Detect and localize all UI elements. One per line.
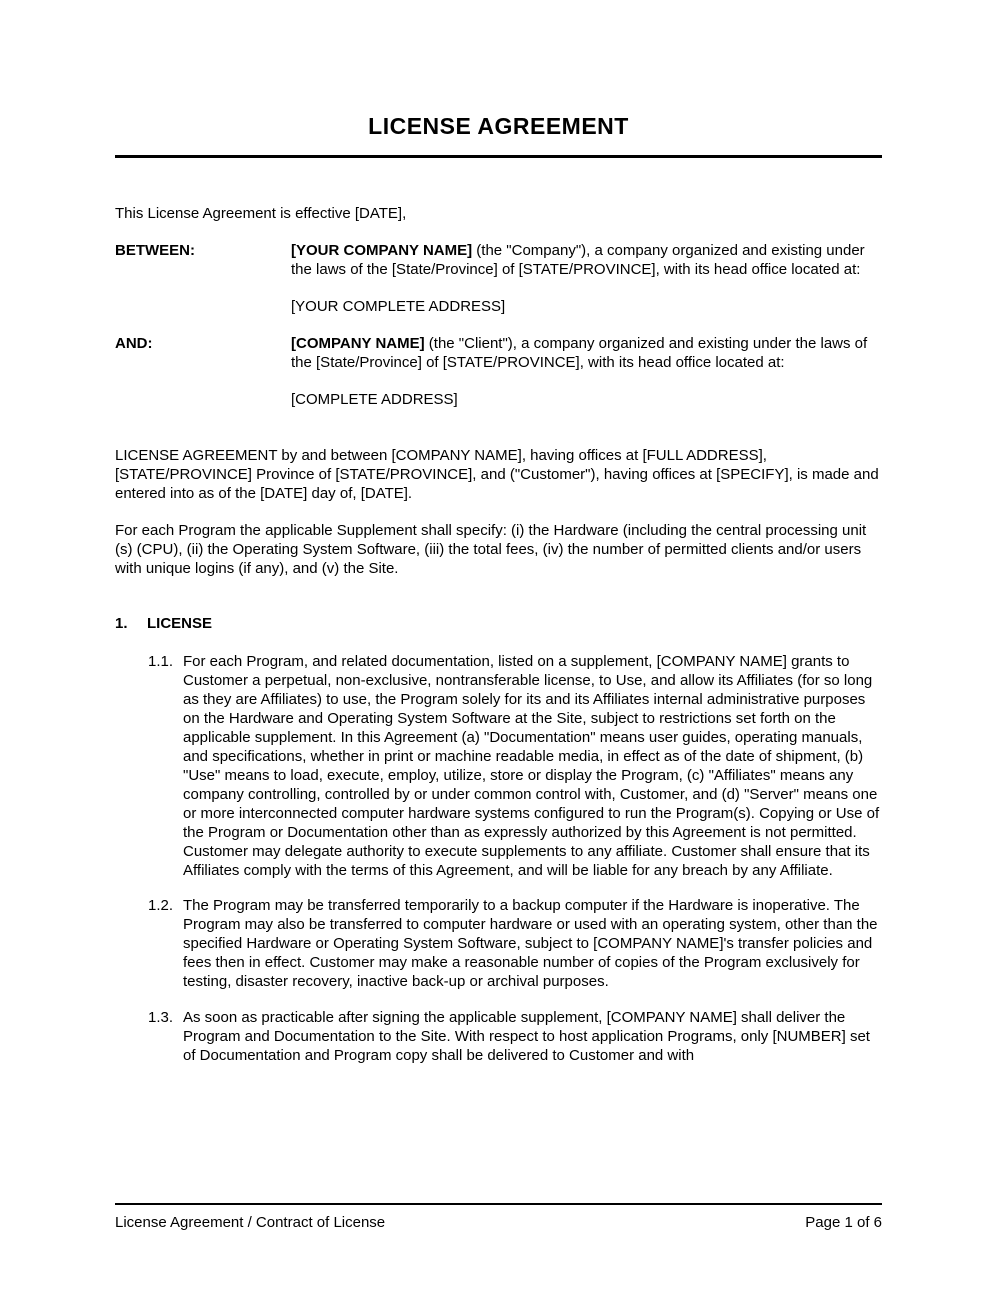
client-name-placeholder: [COMPANY NAME] bbox=[291, 335, 425, 352]
intro-paragraph-recitals: LICENSE AGREEMENT by and between [COMPANY NAME], having offices at [FULL ADDRESS], [STATE/PROVINCE] Province of [STATE/PROVINCE], and ("Customer"), having offices at [SPECIFY], is made and entered into as of the [DATE] day of, [DATE]. bbox=[115, 447, 879, 502]
party-between-rest-text: (the "Company"), a company organized and existing under the laws of the [State/Province] of [STATE/PROVINCE], with its head office located at: bbox=[291, 242, 865, 278]
clause-1-1-number: 1.1. bbox=[148, 653, 174, 670]
party-and-label: AND: bbox=[115, 335, 153, 352]
clause-1-1-text: For each Program, and related documentation, listed on a supplement, [COMPANY NAME] grants to Customer a perpetual, non-exclusive, nontransferable license, to Use, and allow its Affiliates (for so long as they are Affiliates) to use, the Program solely for its and its Affiliates internal administrative purposes on the Hardware and Operating System Software at the Site, subject to restrictions set forth on the applicable supplement. In this Agreement (a) "Documentation" means user guides, operating manuals, and specifications, whether in print or machine readable media, in effect as of the date of shipment, (b) "Use" means to load, execute, employ, utilize, store or display the Program, (c) "Affiliates" means any company controlling, controlled by or under common control with, Customer, and (d) "Server" means one or more interconnected computer hardware systems configured to run the Program(s). Copying or Use of the Program or Documentation other than as expressly authorized by this Agreement is not permitted. Customer may delegate authority to execute supplements to any affiliate. Customer shall ensure that its Affiliates comply with the terms of this Agreement, and will be liable for any breach by any Affiliate. bbox=[183, 653, 880, 879]
party-between-row bbox=[115, 241, 882, 279]
company-address-placeholder: [YOUR COMPLETE ADDRESS] bbox=[291, 298, 506, 315]
clause-1-3-text: As soon as practicable after signing the applicable supplement, [COMPANY NAME] shall deliver the Program and Documentation to the Site. With respect to host application Programs, only [NUMBER] set of Documentation and Program copy shall be delivered to Customer and with bbox=[183, 1009, 870, 1064]
footer-page-number: Page 1 of 6 bbox=[805, 1214, 882, 1231]
title-rule bbox=[115, 155, 882, 158]
clause-1-3-number: 1.3. bbox=[148, 1009, 174, 1026]
party-between-description bbox=[291, 241, 882, 279]
party-and-rest-text: (the "Client"), a company organized and existing under the laws of the [State/Province] of [STATE/PROVINCE], with its head office located at: bbox=[291, 335, 868, 371]
client-address-placeholder: [COMPLETE ADDRESS] bbox=[291, 391, 458, 408]
party-and-row bbox=[115, 334, 882, 372]
section-heading-license bbox=[115, 614, 882, 633]
footer bbox=[115, 1203, 882, 1232]
effective-date-line: This License Agreement is effective [DATE], bbox=[115, 205, 407, 222]
document-title: LICENSE AGREEMENT bbox=[368, 113, 629, 139]
footer-rule bbox=[115, 1203, 882, 1205]
party-and-description bbox=[291, 334, 882, 372]
clause-1-1 bbox=[115, 652, 882, 880]
intro-paragraph-supplement: For each Program the applicable Supplement shall specify: (i) the Hardware (including the central processing unit (s) (CPU), (ii) the Operating System Software, (iii) the total fees, (iv) the number of permitted clients and/or users with unique logins (if any), and (v) the Site. bbox=[115, 522, 867, 577]
clause-1-2-number: 1.2. bbox=[148, 897, 174, 914]
section-number: 1. bbox=[115, 615, 128, 632]
section-title: LICENSE bbox=[147, 615, 213, 632]
clause-1-2-text: The Program may be transferred temporarily to a backup computer if the Hardware is inoperative. The Program may also be transferred to computer hardware or used with an operating system, other than the specified Hardware or Operating System Software, subject to [COMPANY NAME]'s transfer policies and fees then in effect. Customer may make a reasonable number of copies of the Program exclusively for testing, disaster recovery, inactive back-up or archival purposes. bbox=[183, 897, 878, 990]
clause-1-3 bbox=[115, 1008, 882, 1065]
footer-doc-title: License Agreement / Contract of License bbox=[115, 1214, 386, 1231]
clause-1-2 bbox=[115, 896, 882, 991]
footer-row bbox=[115, 1213, 882, 1232]
party-between-label: BETWEEN: bbox=[115, 242, 195, 259]
company-name-placeholder: [YOUR COMPANY NAME] bbox=[291, 242, 473, 259]
